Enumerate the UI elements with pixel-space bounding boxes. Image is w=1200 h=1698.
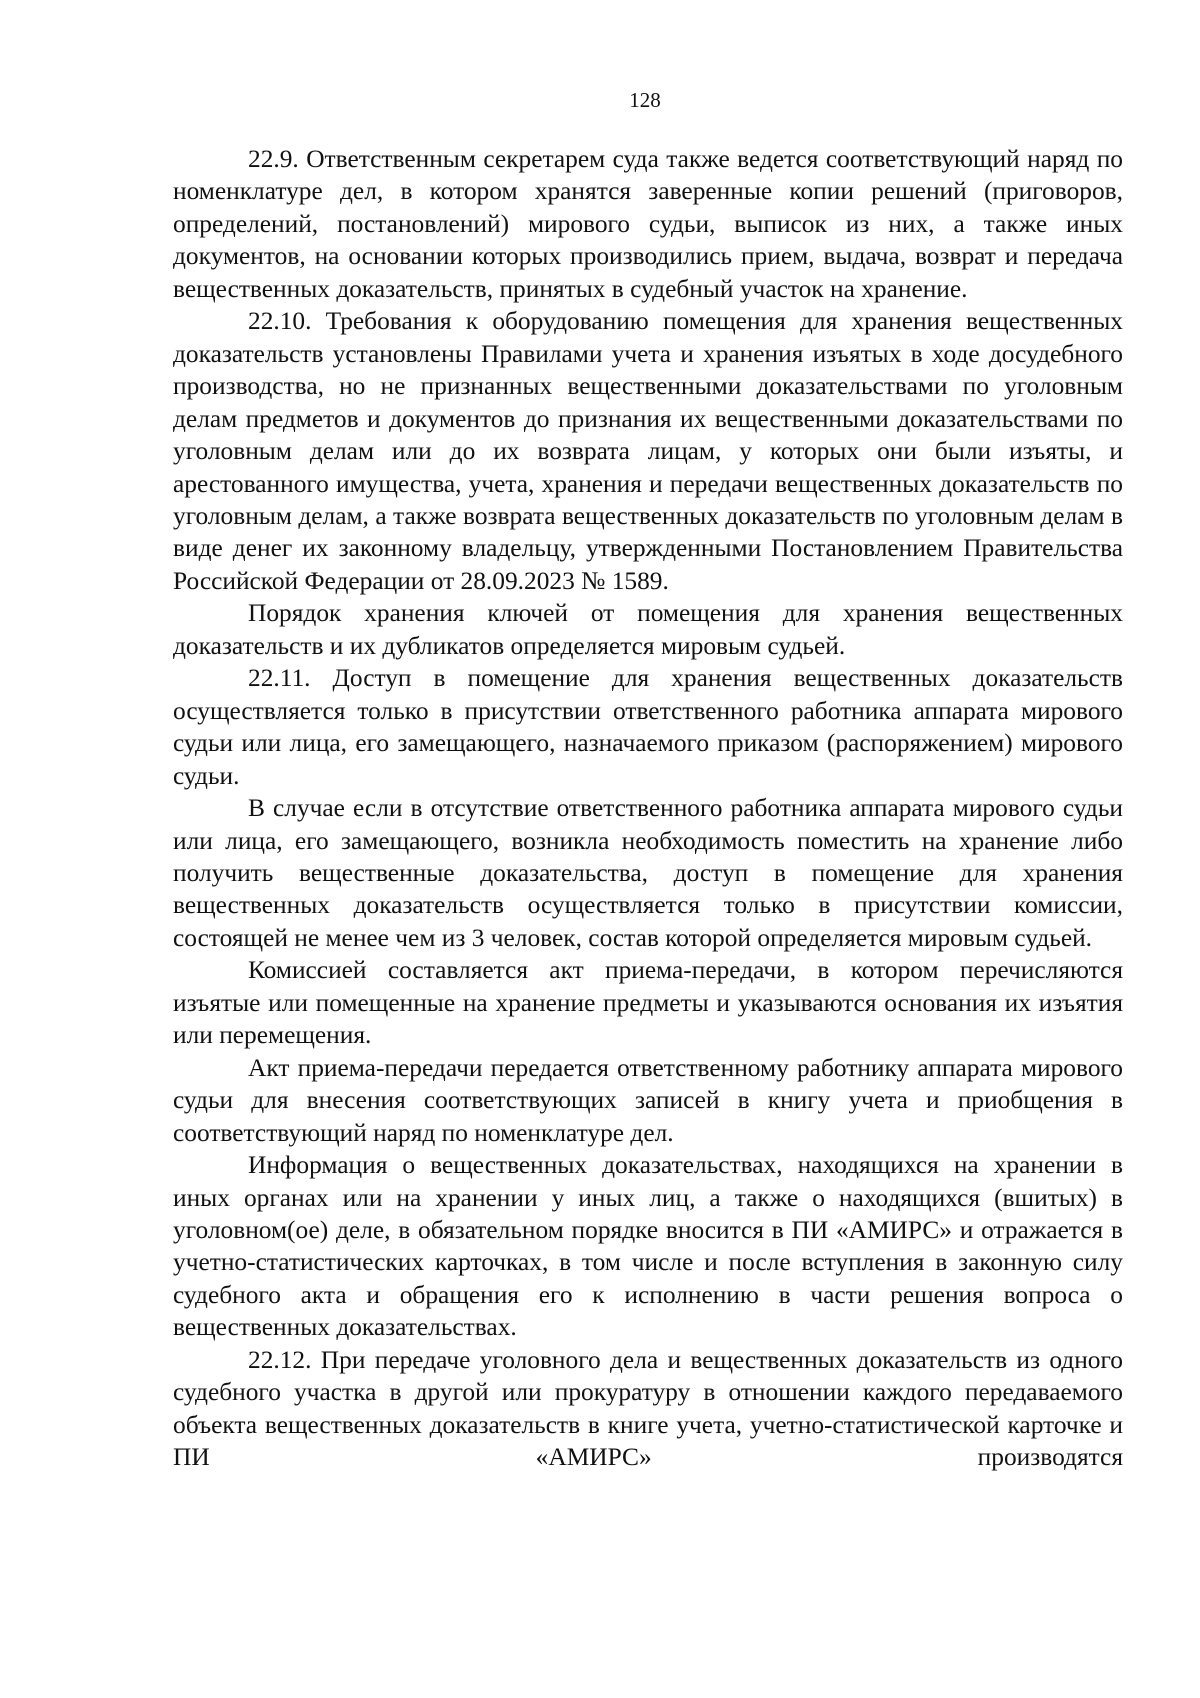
paragraph-22-9: 22.9. Ответственным секретарем суда также ведется соответствующий наряд по номенклатуре дел, в котором хранятся заверенные копии решений (приговоров, определений, постановлений) мирового судьи, выписок из них, а также иных документов, на основании которых производились прием, выдача, возврат и передача вещественных доказательств, принятых в судебный участок на хранение. xyxy=(173,145,1123,303)
paragraph-22-10: 22.10. Требования к оборудованию помещения для хранения вещественных доказательств установлены Правилами учета и хранения изъятых в ходе досудебного производства, но не признанных вещественными доказательствами по уголовным делам предметов и документов до признания их вещественными доказательствами по уголовным делам или до их возврата лицам, у которых они были изъяты, и арестованного имущества, учета, хранения и передачи вещественных доказательств по уголовным делам, а также возврата вещественных доказательств по уголовным делам в виде денег их законному владельцу, утвержденными Постановлением Правительства Российской Федерации от 28.09.2023 № 1589. xyxy=(173,307,1123,595)
paragraph-22-11: 22.11. Доступ в помещение для хранения вещественных доказательств осуществляется только в присутствии ответственного работника аппарата мирового судьи или лица, его замещающего, назначаемого приказом (распоряжением) мирового судьи. xyxy=(173,664,1123,790)
paragraph-evidence-information: Информация о вещественных доказательствах, находящихся на хранении в иных органах или на хранении у иных лиц, а также о находящихся (вшитых) в уголовном(ое) деле, в обязательном порядке вносится в ПИ «АМИРС» и отражается в учетно-статистических карточках, в том числе и после вступления в законную силу судебного акта и обращения его к исполнению в части решения вопроса о вещественных доказательствах. xyxy=(173,1151,1123,1342)
paragraph-commission-access: В случае если в отсутствие ответственного работника аппарата мирового судьи или лица, его замещающего, возникла необходимость поместить на хранение либо получить вещественные доказательства, доступ в помещение для хранения вещественных доказательств осуществляется только в присутствии комиссии, состоящей не менее чем из 3 человек, состав которой определяется мировым судьей. xyxy=(173,794,1123,952)
paragraph-transfer-act: Комиссией составляется акт приема-передачи, в котором перечисляются изъятые или помещенные на хранение предметы и указываются основания их изъятия или перемещения. xyxy=(173,956,1123,1050)
paragraph-act-handover: Акт приема-передачи передается ответственному работнику аппарата мирового судьи для внесения соответствующих записей в книгу учета и приобщения в соответствующий наряд по номенклатуре дел. xyxy=(173,1053,1123,1147)
page-number: 128 xyxy=(629,88,661,112)
paragraph-keys-storage-order: Порядок хранения ключей от помещения для хранения вещественных доказательств и их дубликатов определяется мировым судьей. xyxy=(173,599,1123,660)
document-body xyxy=(173,143,1123,1474)
paragraph-22-12: 22.12. При передаче уголовного дела и вещественных доказательств из одного судебного участка в другой или прокуратуру в отношении каждого передаваемого объекта вещественных доказательств в книге учета, учетно-статистической карточке и ПИ «АМИРС» производятся xyxy=(173,1345,1123,1472)
